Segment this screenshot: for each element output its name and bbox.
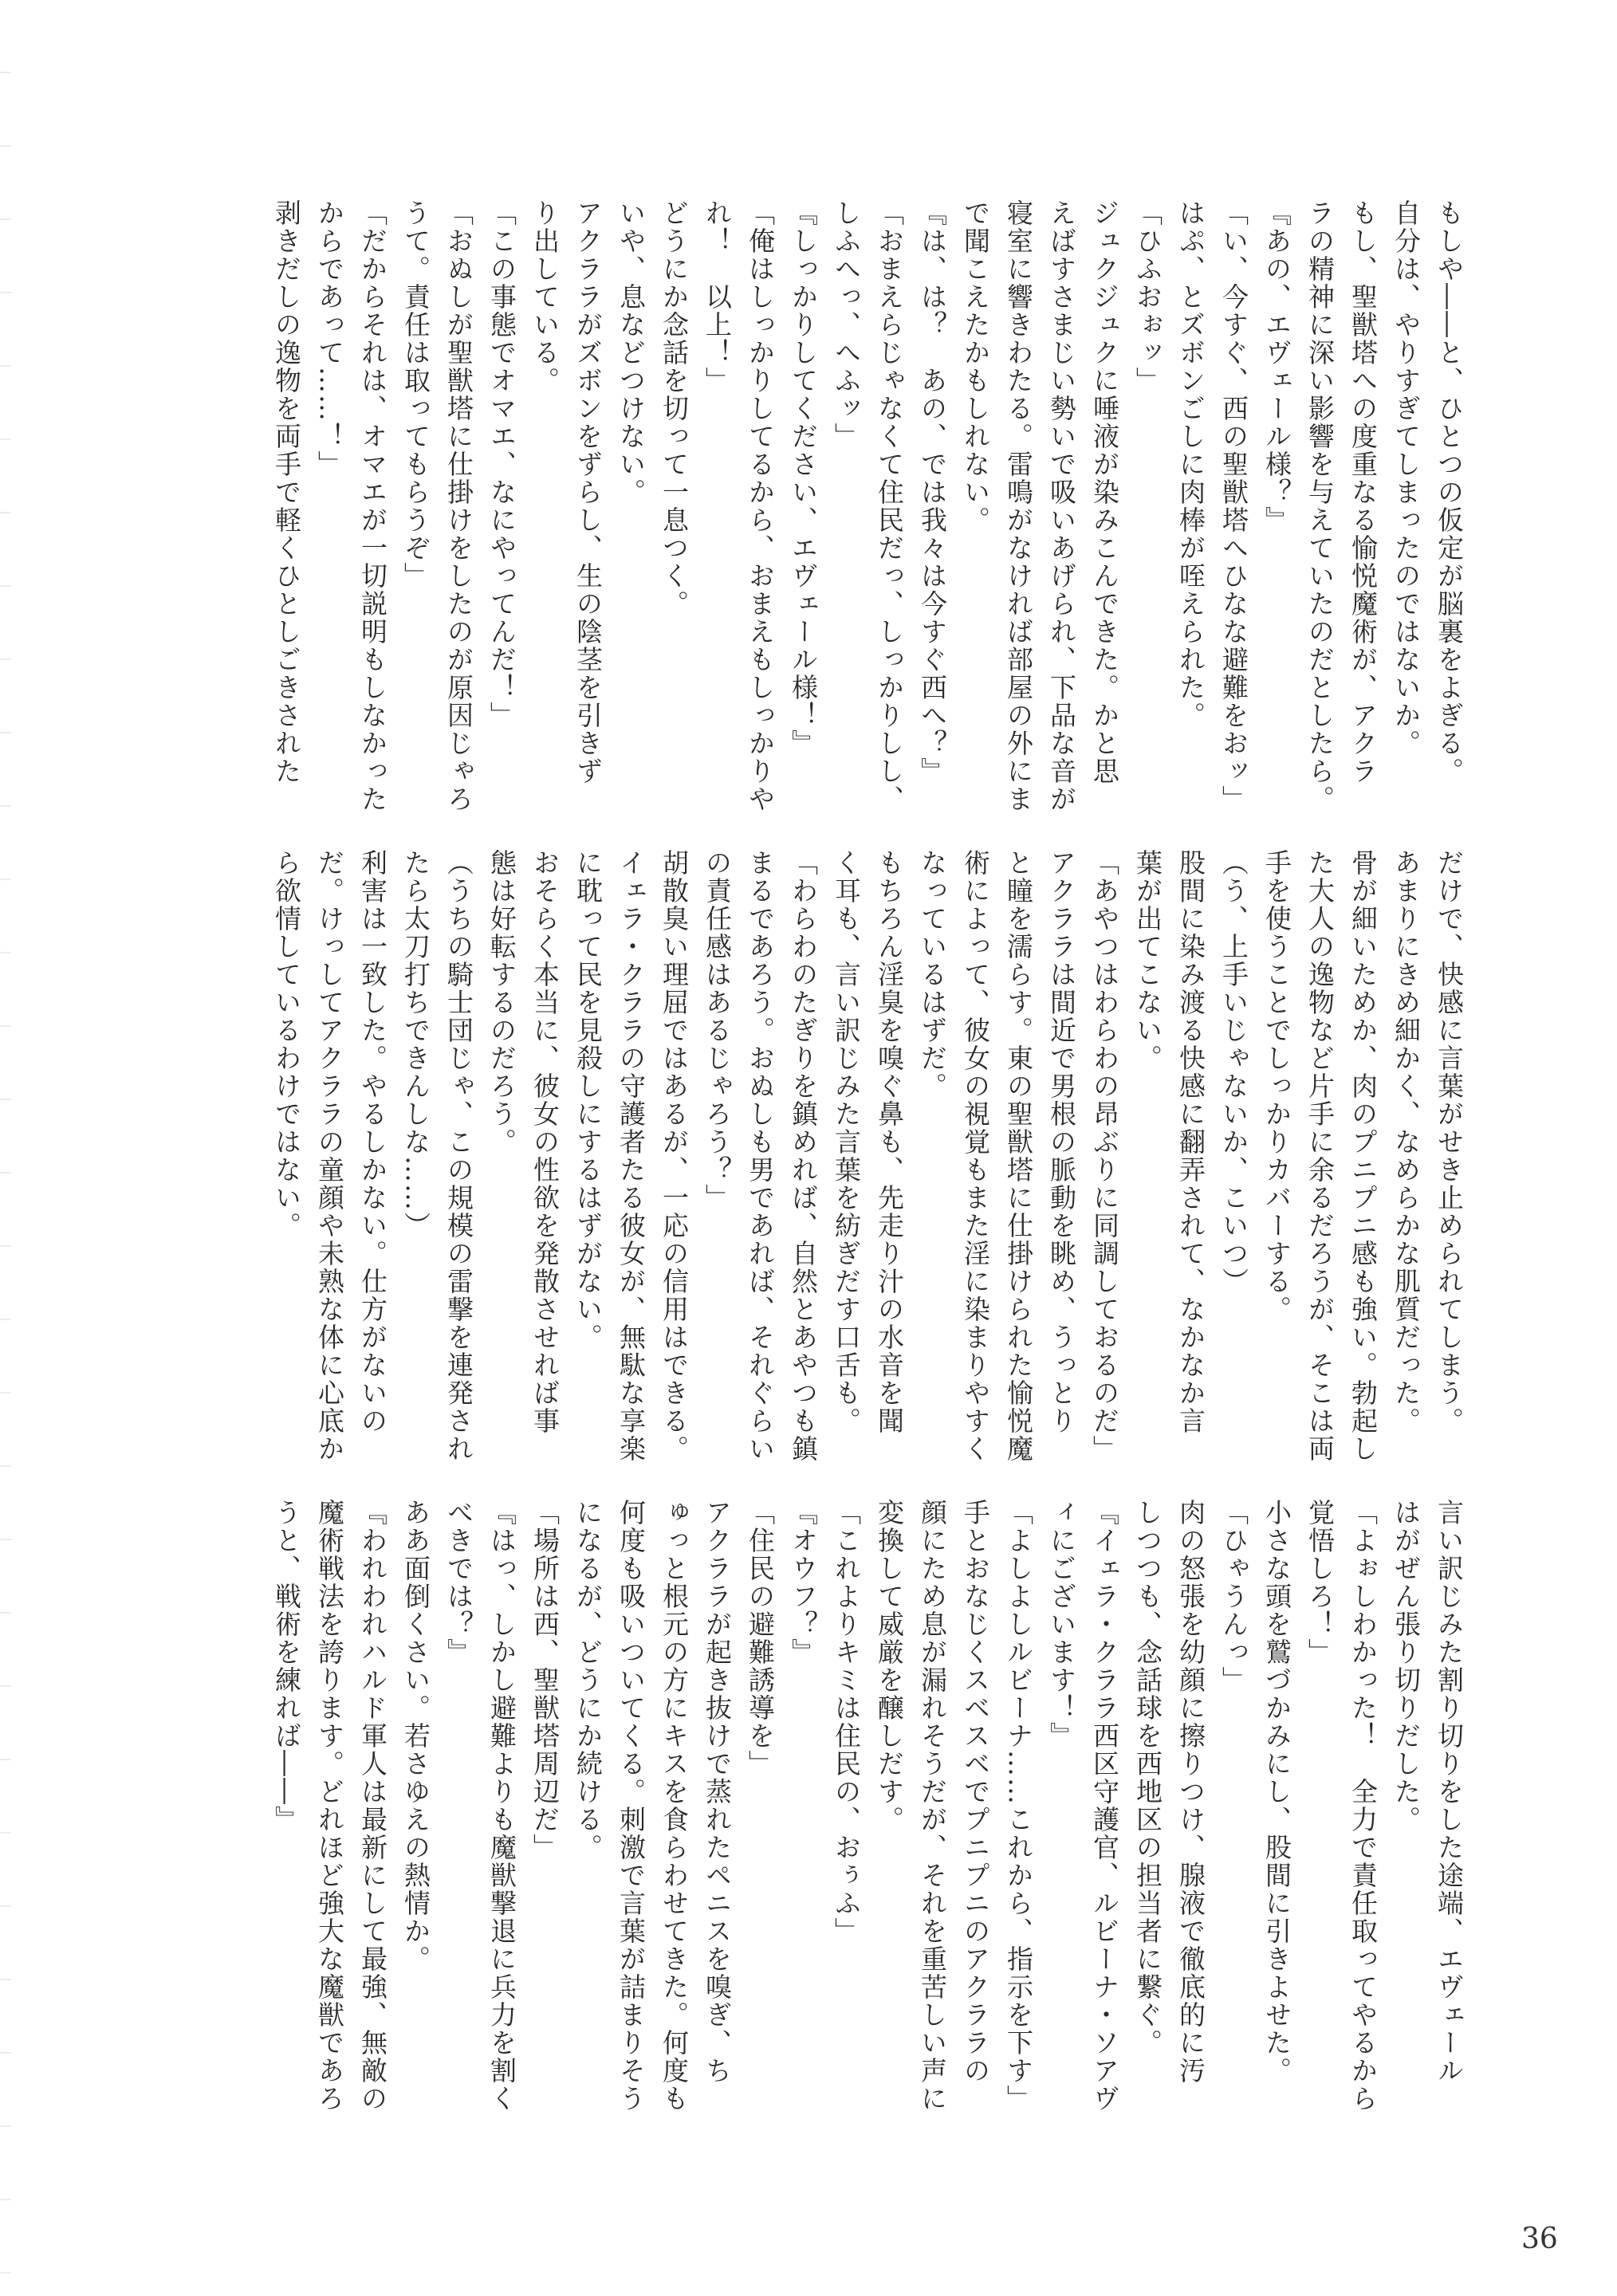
text-line: 「ひゃうんっ」	[1218, 1499, 1249, 1694]
text-line: 『オウフ？』	[788, 1499, 819, 1666]
text-line: と瞳を濡らす。東の聖獣塔に仕掛けられた愉悦魔	[1003, 849, 1034, 1463]
text-line: 股間に染み渡る快感に翻弄されて、なかなか言	[1175, 849, 1206, 1435]
text-line: ジュクジュクに唾液が染みこんできた。かと思	[1089, 199, 1120, 785]
text-line: 『あの、エヴェール様？』	[1261, 199, 1292, 534]
text-line: になるが、どうにか続ける。	[572, 1499, 604, 1862]
text-line: えばすさまじい勢いで吸いあげられ、下品な音が	[1046, 199, 1077, 813]
text-line: 「わらわのたぎりを鎮めれば、自然とあやつも鎮	[788, 849, 819, 1463]
text-line: 「おまえらじゃなくて住民だっ、しっかりしし、	[874, 199, 905, 813]
text-line: 寝室に響きわたる。雷鳴がなければ部屋の外にま	[1003, 199, 1034, 813]
text-line: もし、聖獣塔への度重なる愉悦魔術が、アクラ	[1348, 199, 1379, 785]
text-line: り出している。	[529, 199, 561, 395]
text-line: の責任感はあるじゃろう？」	[702, 849, 733, 1212]
text-line: 骨が細いためか、肉のプニプニ感も強い。勃起し	[1348, 849, 1379, 1463]
text-line: に耽って民を見殺しにするはずがない。	[572, 849, 604, 1351]
text-line: うて。責任は取ってもらうぞ」	[400, 199, 431, 590]
text-line: 言い訳じみた割り切りをした途端、エヴェール	[1434, 1499, 1465, 2085]
text-line: 剥きだしの逸物を両手で軽くひとしごきされた	[271, 199, 302, 785]
text-line: 『はっ、しかし避難よりも魔獣撃退に兵力を割く	[486, 1499, 517, 2113]
text-line: （う、上手いじゃないか、こいつ）	[1218, 849, 1249, 1295]
text-line: 手を使うことでしっかりカバーする。	[1261, 849, 1292, 1323]
text-line: で聞こえたかもしれない。	[960, 199, 991, 534]
text-line: 「住民の避難誘導を」	[745, 1499, 776, 1778]
page-edge-marks	[0, 0, 11, 2296]
text-line: アクララは間近で男根の脈動を眺め、うっとり	[1046, 849, 1077, 1435]
text-line: ああ面倒くさい。若さゆえの熱情か。	[400, 1499, 431, 1973]
text-block-middle	[239, 849, 1467, 1463]
text-line: 術によって、彼女の視覚もまた淫に染まりやすく	[960, 849, 991, 1463]
text-line: べきでは？』	[443, 1499, 474, 1666]
text-line: どうにか念話を切って一息つく。	[659, 199, 690, 618]
text-line: しふへっ、へふッ」	[831, 199, 862, 450]
text-line: まるであろう。おぬしも男であれば、それぐらい	[745, 849, 776, 1463]
text-line: 『われわれハルド軍人は最新にして最強、無敵の	[357, 1499, 388, 2113]
text-line: 「場所は西、聖獣塔周辺だ」	[529, 1499, 561, 1862]
text-line: 利害は一致した。やるしかない。仕方がないの	[357, 849, 388, 1435]
text-line: 手とおなじくスベスベでプニプニのアクララの	[960, 1499, 991, 2085]
text-line: からであって……！」	[314, 199, 345, 478]
text-line: 『は、は？ あの、では我々は今すぐ西へ？』	[917, 199, 948, 785]
text-line: 「これよりキミは住民の、おぅふ」	[831, 1499, 862, 1945]
text-line: はがぜん張り切りだした。	[1391, 1499, 1422, 1834]
text-line: いや、息などつけない。	[616, 199, 647, 506]
text-line: 態は好転するのだろう。	[486, 849, 517, 1156]
text-line: 「あやつはわらわの昂ぶりに同調しておるのだ」	[1089, 849, 1120, 1463]
text-line: 『イェラ・クララ西区守護官、ルビーナ・ソアヴ	[1089, 1499, 1120, 2113]
text-line: 顔にため息が漏れそうだが、それを重苦しい声に	[917, 1499, 948, 2113]
text-line: ラの精神に深い影響を与えていたのだとしたら。	[1304, 199, 1336, 813]
text-line: （うちの騎士団じゃ、この規模の雷撃を連発され	[443, 849, 474, 1463]
text-line: イェラ・クララの守護者たる彼女が、無駄な享楽	[616, 849, 647, 1463]
text-line: 「俺はしっかりしてるから、おまえもしっかりや	[745, 199, 776, 813]
text-line: 「おぬしが聖獣塔に仕掛けをしたのが原因じゃろ	[443, 199, 474, 813]
text-line: はぷ、とズボンごしに肉棒が咥えられた。	[1175, 199, 1206, 729]
text-line: しつつも、念話球を西地区の担当者に繋ぐ。	[1132, 1499, 1163, 2057]
text-line: ら欲情しているわけではない。	[271, 849, 302, 1240]
text-line: れ！ 以上！」	[702, 199, 733, 395]
text-line: ィにございます！』	[1046, 1499, 1077, 1750]
text-line: 自分は、やりすぎてしまったのではないか。	[1391, 199, 1422, 757]
text-line: なっているはずだ。	[917, 849, 948, 1100]
text-line: 葉が出てこない。	[1132, 849, 1163, 1072]
text-line: だけで、快感に言葉がせき止められてしまう。	[1434, 849, 1465, 1435]
text-line: 胡散臭い理屈ではあるが、一応の信用はできる。	[659, 849, 690, 1463]
text-line: 「だからそれは、オマエが一切説明もしなかった	[357, 199, 388, 813]
text-line: 「よしよしルビーナ……これから、指示を下す」	[1003, 1499, 1034, 2113]
text-line: アクララがズボンをずらし、生の陰茎を引きず	[572, 199, 604, 785]
text-line: うと、戦術を練れば――』	[271, 1499, 302, 1834]
text-line: 「よぉしわかった！ 全力で責任取ってやるから	[1348, 1499, 1379, 2113]
text-line: 肉の怒張を幼顔に擦りつけ、腺液で徹底的に汚	[1175, 1499, 1206, 2085]
text-line: 何度も吸いついてくる。刺激で言葉が詰まりそう	[616, 1499, 647, 2113]
text-line: 変換して威厳を醸しだす。	[874, 1499, 905, 1834]
text-line: 覚悟しろ！」	[1304, 1499, 1336, 1666]
text-block-upper	[239, 199, 1467, 813]
text-line: た大人の逸物など片手に余るだろうが、そこは両	[1304, 849, 1336, 1463]
text-line: く耳も、言い訳じみた言葉を紡ぎだす口舌も。	[831, 849, 862, 1435]
text-line: 「ひふおぉッ」	[1132, 199, 1163, 395]
text-line: ゅっと根元の方にキスを食らわせてきた。何度も	[659, 1499, 690, 2113]
text-line: だ。けっしてアクララの童顔や未熟な体に心底か	[314, 849, 345, 1463]
text-line: 魔術戦法を誇ります。どれほど強大な魔獣であろ	[314, 1499, 345, 2113]
text-line: 「この事態でオマエ、なにやってんだ！」	[486, 199, 517, 729]
text-line: 『しっかりしてください、エヴェール様！』	[788, 199, 819, 757]
text-line: もちろん淫臭を嗅ぐ鼻も、先走り汁の水音を聞	[874, 849, 905, 1435]
text-line: もしや――と、ひとつの仮定が脳裏をよぎる。	[1434, 199, 1465, 785]
text-line: 「い、今すぐ、西の聖獣塔へひなな避難をおッ」	[1218, 199, 1249, 813]
text-line: 小さな頭を鷲づかみにし、股間に引きよせた。	[1261, 1499, 1292, 2085]
page-number: 36	[1521, 2223, 1558, 2255]
text-line: アクララが起き抜けで蒸れたペニスを嗅ぎ、ち	[702, 1499, 733, 2085]
text-line: あまりにきめ細かく、なめらかな肌質だった。	[1391, 849, 1422, 1435]
text-block-lower	[239, 1499, 1467, 2113]
text-line: おそらく本当に、彼女の性欲を発散させれば事	[529, 849, 561, 1435]
text-line: たら太刀打ちできんしな……）	[400, 849, 431, 1240]
